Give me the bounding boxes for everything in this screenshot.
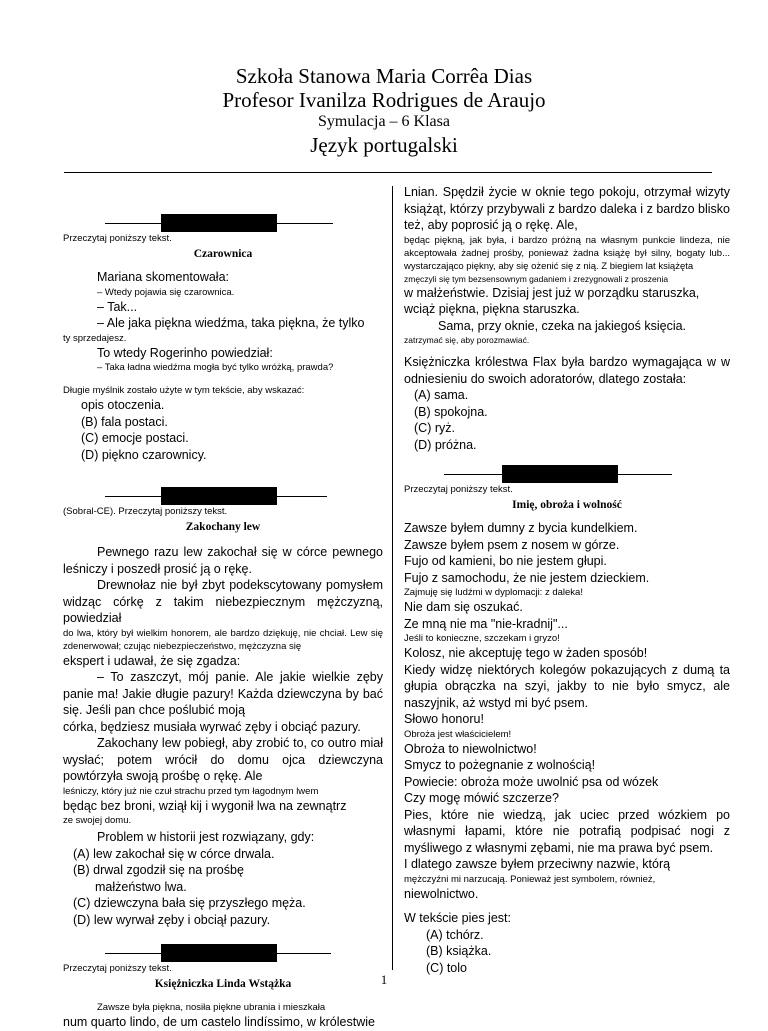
q4-question: W tekście pies jest:	[404, 911, 511, 925]
option: (C) emocje postaci.	[81, 431, 189, 445]
text-line: Jeśli to konieczne, szczekam i gryzo!	[404, 633, 560, 644]
option: (B) fala postaci.	[81, 414, 168, 429]
text-line: Powiecie: obroża może uwolnić psa od wózek	[404, 774, 659, 789]
option: małżeństwo lwa.	[95, 879, 187, 894]
paragraph: ekspert i udawał, że się zgadza:	[63, 653, 241, 668]
text-line: Słowo honoru!	[404, 712, 484, 726]
redaction-bar	[63, 487, 383, 505]
q4-instruction: Przeczytaj poniższy tekst.	[404, 484, 513, 495]
paragraph: leśniczy, który już nie czuł strachu przed tym łagodnym lwem	[63, 785, 319, 797]
page-number: 1	[380, 972, 388, 987]
paragraph: będąc bez broni, wziął kij i wygonił lwa na zewnątrz	[63, 798, 347, 813]
option: (A) lew zakochał się w córce drwala.	[73, 846, 275, 861]
q2-title: Zakochany lew	[185, 521, 261, 533]
q1-options	[63, 397, 383, 463]
text-line: Zawsze byłem psem z nosem w górze.	[404, 537, 620, 552]
paragraph: num quarto lindo, de um castelo lindíssimo, w królestwie	[63, 1015, 375, 1029]
right-column	[404, 184, 730, 976]
text-line: Fujo od kamieni, bo nie jestem głupi.	[404, 554, 607, 568]
option: opis otoczenia.	[81, 398, 165, 412]
q1-title: Czarownica	[193, 248, 253, 260]
q3-options	[404, 387, 730, 453]
paragraph: córka, będziesz musiała wyrwać zęby i obciąć pazury.	[63, 719, 361, 734]
text-line: ty sprzedajesz.	[63, 332, 127, 344]
q4-poem	[404, 520, 730, 902]
school-name: Szkoła Stanowa Maria Corrêa Dias	[235, 64, 533, 88]
option: (C) tolo	[426, 960, 467, 975]
text-line: – Taka ładna wiedźma mogła być tylko wróżką, prawda?	[97, 362, 334, 373]
q2-question: Problem w historii jest rozwiązany, gdy:	[97, 830, 315, 844]
redaction-bar	[63, 944, 383, 962]
redaction-bar	[63, 214, 383, 232]
paragraph: ze swojej domu.	[63, 815, 132, 826]
q1-dialogue	[63, 269, 383, 332]
option: (D) lew wyrwał zęby i obciął pazury.	[73, 912, 271, 927]
text-line: Smycz to pożegnanie z wolnością!	[404, 758, 596, 772]
text-line: Kiedy widzę niektórych kolegów pokazujących z dumą ta głupia obrączka na szyi, jakby to nie było smycz, ale naszyjnik, aż wstyd mi być psem.	[404, 662, 730, 710]
paragraph: do lwa, który był wielkim honorem, ale bardzo dziękuję, nie chciał. Lew się zdenerwował; czując niebezpieczeństwo, mężczyzna się	[63, 627, 383, 652]
text-line: Obroża to niewolnictwo!	[404, 741, 537, 756]
paragraph: Zakochany lew pobiegł, aby zrobić to, co outro miał wysłać; potem wrócił do domu ojca dziewczyna powtórzyła swoją prośbę o rękę. Ale	[63, 736, 383, 783]
paragraph: w małżeństwie. Dzisiaj jest już w porządku staruszka, wciąż piękna, piękna staruszka.	[404, 285, 700, 316]
column-divider	[392, 186, 393, 970]
text-line: I dlatego zawsze byłem przeciwny nazwie, którą	[404, 857, 671, 871]
text-line: Obroża jest właścicielem!	[404, 728, 512, 740]
text-line: – Ale jaka piękna wiedźma, taka piękna, że tylko	[97, 316, 365, 330]
option: (C) ryż.	[414, 421, 455, 435]
subject-title: Język portugalski	[310, 133, 458, 157]
option: (B) książka.	[426, 944, 492, 958]
text-line: Nie dam się oszukać.	[404, 600, 523, 614]
text-line: niewolnictwo.	[404, 886, 479, 901]
paragraph: Sama, przy oknie, czeka na jakiegoś księcia.	[438, 318, 687, 333]
option: (B) spokojna.	[414, 404, 488, 419]
option: (B) drwal zgodził się na prośbę	[73, 863, 244, 877]
q2-instruction: (Sobral-CE). Przeczytaj poniższy tekst.	[63, 506, 228, 517]
option: (D) piękno czarownicy.	[81, 447, 207, 462]
left-column	[63, 184, 383, 1031]
text-line: Zawsze byłem dumny z bycia kundelkiem.	[404, 521, 638, 535]
text-line: Pies, które nie wiedzą, jak uciec przed wózkiem po własnymi łapami, które nie potrafią podpisać nogi z myśliwego z własnymi zębami, nie ma prawa być psem.	[404, 807, 730, 855]
text-line: mężczyźni mi narzucają. Ponieważ jest symbolem, również,	[404, 873, 656, 885]
paragraph: zmęczyli się tym bezsensownym gadaniem i zrezygnowali z proszenia	[404, 273, 669, 284]
document-header	[0, 64, 768, 158]
q4-options	[404, 927, 730, 977]
text-line: – Tak...	[97, 299, 138, 314]
text-line: – Wtedy pojawia się czarownica.	[97, 286, 235, 298]
paragraph: Lnian. Spędził życie w oknie tego pokoju, otrzymał wizyty książąt, którzy przybywali z bardzo daleka i z bardzo blisko też, aby poprosić ją o rękę. Ale,	[404, 185, 730, 232]
header-divider	[64, 172, 712, 173]
option: (C) dziewczyna bała się przyszłego męża.	[73, 896, 306, 910]
paragraph: zatrzymać się, aby porozmawiać.	[404, 335, 530, 345]
paragraph: – To zaszczyt, mój panie. Ale jakie wielkie zęby panie ma! Jakie długie pazury! Każda dziewczyna by bać się. Jeśli pan chce poślubić moją	[63, 670, 383, 717]
text-line: Kolosz, nie akceptuję tego w żaden sposób!	[404, 646, 648, 660]
paragraph: Drewnołaz nie był zbyt podekscytowany pomysłem widząc córkę z takim niebezpiecznym mężczyzną, powiedział	[63, 578, 383, 625]
option: (A) tchórz.	[426, 927, 484, 942]
option: (D) próżna.	[414, 437, 477, 452]
text-line: To wtedy Rogerinho powiedział:	[97, 345, 273, 360]
text-line: Czy mogę mówić szczerze?	[404, 791, 559, 805]
paragraph: będąc piękną, jak była, i bardzo próżną na własnym punkcie lindeza, nie akceptowała żadnej prośby, ponieważ żadna książę był silny, bogaty lub... wystarczająco piękny, aby się ożenić się z nią. Z biegiem lat książęta	[404, 234, 730, 272]
q2-options	[63, 846, 383, 929]
class-label: Symulacja – 6 Klasa	[318, 113, 450, 130]
paragraph: Pewnego razu lew zakochał się w córce pewnego leśniczy i poszedł prosić ją o rękę.	[63, 545, 383, 576]
text-line: Mariana skomentowała:	[97, 270, 230, 284]
option: (A) sama.	[414, 388, 469, 402]
q1-question: Długie myślnik zostało użyte w tym tekście, aby wskazać:	[63, 385, 305, 396]
paragraph: Zawsze była piękna, nosiła piękne ubrania i mieszkała	[97, 1002, 326, 1013]
q3-title: Księżniczka Linda Wstążka	[154, 978, 292, 990]
redaction-bar	[404, 465, 730, 483]
q3-instruction: Przeczytaj poniższy tekst.	[63, 963, 172, 974]
text-line: Fujo z samochodu, że nie jestem dzieckiem.	[404, 570, 650, 585]
q3-question: Księżniczka królestwa Flax była bardzo wymagająca w w odniesieniu do swoich adoratorów, dlatego została:	[404, 355, 730, 386]
q1-instruction: Przeczytaj poniższy tekst.	[63, 233, 172, 244]
teacher-name: Profesor Ivanilza Rodrigues de Araujo	[222, 88, 546, 112]
text-line: Ze mną nie ma "nie-kradnij"...	[404, 616, 568, 631]
q4-title: Imię, obroża i wolność	[512, 499, 622, 511]
text-line: Zajmuję się ludźmi w dyplomacji: z daleka!	[404, 587, 583, 598]
